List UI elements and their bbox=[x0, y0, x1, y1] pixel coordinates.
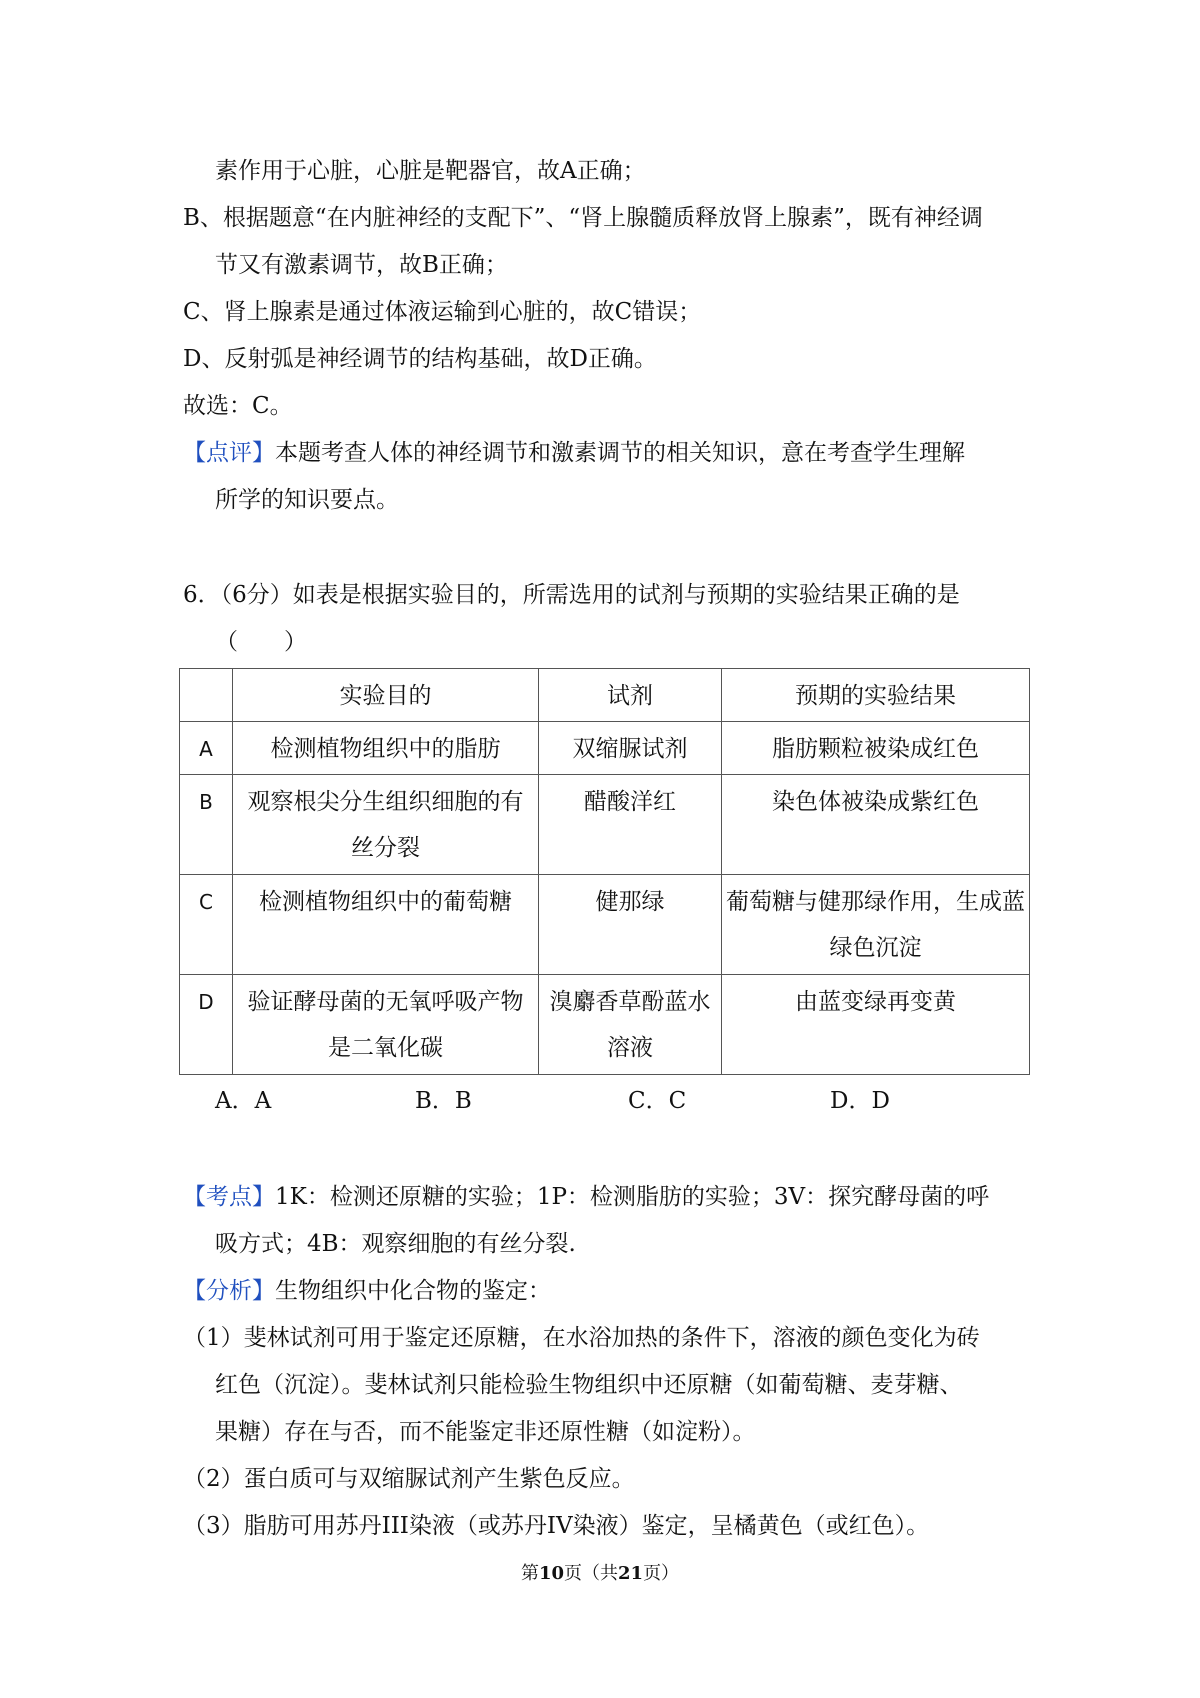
cell-reagent: 双缩脲试剂 bbox=[539, 722, 722, 775]
question-blank: （ ） bbox=[215, 629, 307, 655]
kaodian-line bbox=[183, 1182, 989, 1212]
table-header-row bbox=[180, 669, 1030, 722]
page-footer bbox=[0, 1562, 1200, 1586]
point-1-line-2: 红色（沉淀）。斐林试剂只能检验生物组织中还原糖（如葡萄糖、麦芽糖、 bbox=[215, 1372, 963, 1398]
cell-result: 染色体被染成紫红色 bbox=[722, 775, 1030, 875]
question-table bbox=[179, 668, 1030, 1075]
fenxi-text: 生物组织中化合物的鉴定： bbox=[275, 1278, 551, 1304]
option-d: D．D bbox=[830, 1088, 890, 1114]
cell-purpose: 验证酵母菌的无氧呼吸产物是二氧化碳 bbox=[233, 975, 539, 1075]
row-label: B bbox=[180, 775, 233, 875]
header-cell-result: 预期的实验结果 bbox=[722, 669, 1030, 722]
cell-reagent: 醋酸洋红 bbox=[539, 775, 722, 875]
point-2: （2）蛋白质可与双缩脲试剂产生紫色反应。 bbox=[183, 1466, 635, 1492]
comment-text-1: 本题考查人体的神经调节和激素调节的相关知识，意在考查学生理解 bbox=[275, 440, 965, 466]
table-row bbox=[180, 722, 1030, 775]
header-cell-reagent: 试剂 bbox=[539, 669, 722, 722]
kaodian-tag: 【考点】 bbox=[183, 1184, 275, 1210]
cell-purpose: 观察根尖分生组织细胞的有丝分裂 bbox=[233, 775, 539, 875]
header-cell-empty bbox=[180, 669, 233, 722]
cell-result: 由蓝变绿再变黄 bbox=[722, 975, 1030, 1075]
question-stem: 6．（6分）如表是根据实验目的，所需选用的试剂与预期的实验结果正确的是 bbox=[183, 582, 960, 608]
analysis-line-b2: 节又有激素调节，故B正确； bbox=[215, 252, 508, 278]
row-label: D bbox=[180, 975, 233, 1075]
comment-line bbox=[183, 438, 965, 468]
option-a: A．A bbox=[215, 1088, 272, 1114]
point-1-line-3: 果糖）存在与否，而不能鉴定非还原性糖（如淀粉）。 bbox=[215, 1419, 756, 1445]
cell-result: 脂肪颗粒被染成红色 bbox=[722, 722, 1030, 775]
fenxi-tag: 【分析】 bbox=[183, 1278, 275, 1304]
analysis-line-d: D、反射弧是神经调节的结构基础，故D正确。 bbox=[183, 346, 657, 372]
option-b: B．B bbox=[415, 1088, 472, 1114]
row-label: A bbox=[180, 722, 233, 775]
table-row bbox=[180, 875, 1030, 975]
point-1-line-1: （1）斐林试剂可用于鉴定还原糖，在水浴加热的条件下，溶液的颜色变化为砖 bbox=[183, 1325, 980, 1351]
footer-prefix: 第 bbox=[520, 1563, 539, 1584]
row-label: C bbox=[180, 875, 233, 975]
footer-total-pages: 21 bbox=[618, 1563, 644, 1584]
answer-line: 故选：C。 bbox=[183, 393, 293, 419]
comment-text-2: 所学的知识要点。 bbox=[215, 487, 399, 513]
point-3: （3）脂肪可用苏丹III染液（或苏丹IV染液）鉴定，呈橘黄色（或红色）。 bbox=[183, 1513, 930, 1539]
analysis-line-c: C、肾上腺素是通过体液运输到心脏的，故C错误； bbox=[183, 299, 702, 325]
footer-page-number: 10 bbox=[538, 1563, 564, 1584]
cell-purpose: 检测植物组织中的脂肪 bbox=[233, 722, 539, 775]
comment-tag: 【点评】 bbox=[183, 440, 275, 466]
analysis-line-a: 素作用于心脏，心脏是靶器官，故A正确； bbox=[215, 158, 646, 184]
footer-suffix: 页） bbox=[643, 1563, 680, 1584]
cell-reagent: 健那绿 bbox=[539, 875, 722, 975]
cell-reagent: 溴麝香草酚蓝水溶液 bbox=[539, 975, 722, 1075]
header-cell-purpose: 实验目的 bbox=[233, 669, 539, 722]
kaodian-text-1: 1K：检测还原糖的实验；1P：检测脂肪的实验；3V：探究酵母菌的呼 bbox=[275, 1184, 990, 1210]
fenxi-line bbox=[183, 1276, 551, 1306]
analysis-line-b1: B、根据题意“在内脏神经的支配下”、“肾上腺髓质释放肾上腺素”，既有神经调 bbox=[183, 205, 983, 231]
cell-purpose: 检测植物组织中的葡萄糖 bbox=[233, 875, 539, 975]
table-row bbox=[180, 975, 1030, 1075]
option-c: C．C bbox=[628, 1088, 687, 1114]
table-row bbox=[180, 775, 1030, 875]
footer-middle: 页（共 bbox=[564, 1563, 618, 1584]
kaodian-text-2: 吸方式；4B：观察细胞的有丝分裂. bbox=[215, 1231, 576, 1257]
cell-result: 葡萄糖与健那绿作用，生成蓝绿色沉淀 bbox=[722, 875, 1030, 975]
